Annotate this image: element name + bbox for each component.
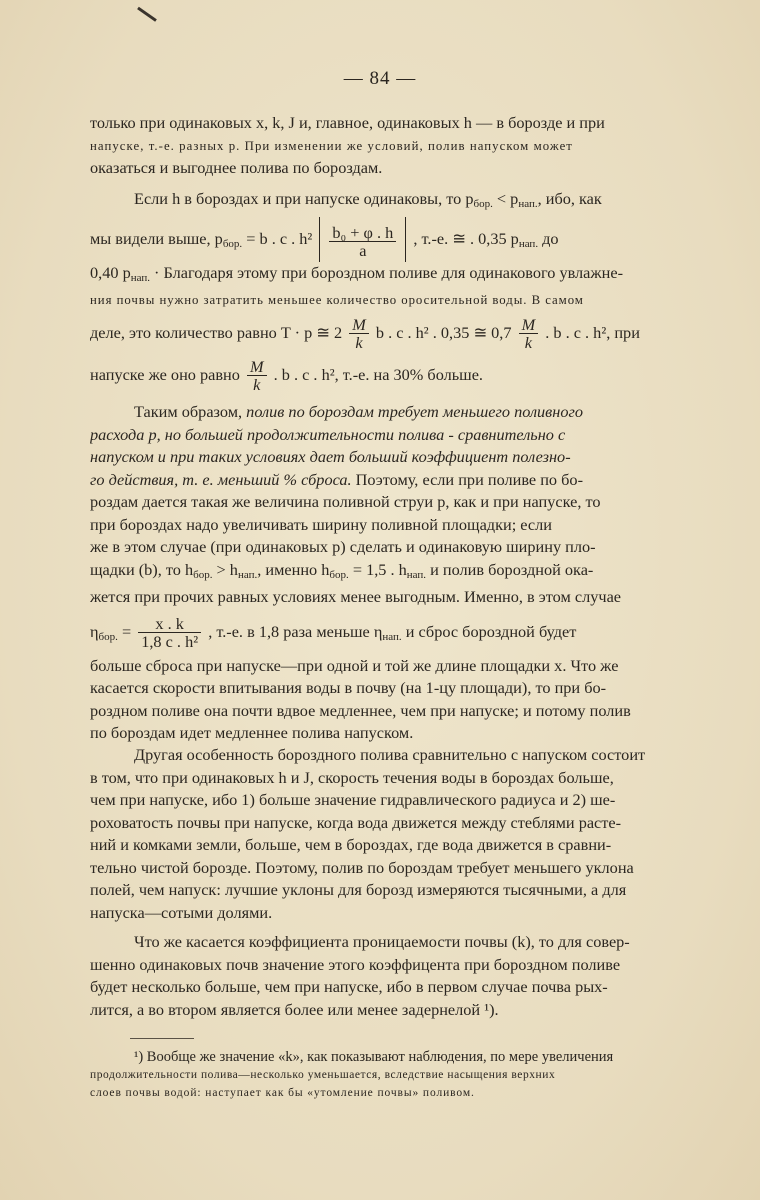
text-line: расхода p, но большей продолжительности полива - сравнительно с (90, 424, 566, 444)
text-line: Другая особенность бороздного полива сравнительно с напуском состоит (134, 745, 646, 764)
text-line: ния почвы нужно затратить меньшее количество оросительной воды. В самом (90, 293, 584, 307)
text-line: по бороздам идет медленнее полива напуском. (90, 723, 414, 742)
text-line: полей, чем напуск: лучшие уклоны для борозд измеряются тысячными, а для (90, 880, 627, 899)
text-line: ний и комками земли, больше, чем в бороздах, где вода движется в сравни- (90, 835, 612, 854)
text-line: напуском и при таких условиях дает больший коэффициент полезно- (90, 447, 571, 466)
footnote-line: слоев почвы водой: наступает как бы «утомление почвы» поливом. (90, 1087, 475, 1099)
paragraph-2 (90, 188, 694, 396)
paragraph-5 (90, 931, 694, 1021)
text-line: будет несколько больше, чем при напуске, ибо в первом случае почва рых- (90, 977, 608, 996)
footnote-line: ¹) Вообще же значение «k», как показывают наблюдения, по мере увеличения (134, 1049, 614, 1065)
formula-line: деле, это количество равно T · p ≅ 2 $\frac{M}{k}$ b . c . h² . 0,35 ≅ 0,7 $\frac{M}{k}$ . b . c . h², при (90, 315, 640, 353)
text-line: жется при прочих равных условиях менее выгодным. Именно, в этом случае (90, 587, 622, 606)
text-line: напуске, т.-е. разных p. При изменении же условий, полив напуском может (90, 138, 573, 153)
text-line: оказаться и выгоднее полива по бороздам. (90, 158, 383, 177)
formula-line: мы видели выше, $p_{бор.} = b$ . c . h² $\frac{\text{b₀ + φ . h}}{a}$ , т.-е. ≅ . 0,35 $p_{нап.}$ до (90, 216, 694, 262)
text-line: го действия, т. е. меньший % сброса. Поэтому, если при поливе по бо- (90, 469, 583, 489)
text-line: при бороздах надо увеличивать ширину поливной площадки; если (90, 514, 552, 534)
fraction: $\frac{M}{k}$ (519, 316, 539, 351)
text-line: тельно чистой борозде. Поэтому, полив по бороздам требует меньшего уклона (90, 857, 634, 877)
text-line: шенно одинаковых почв значение этого коэффицента при бороздном поливе (90, 954, 621, 974)
text-line: лится, а во втором является более или менее задернелой ¹). (90, 999, 499, 1019)
formula-line: $\eta_{бор.}$ = $\frac{x . k}{\text{1,8 c . h²}}$ , т.-е. в 1,8 раза меньше $\eta_{нап.}$ и сброс бороздной будет (90, 614, 577, 652)
text-line: чем при напуске, ибо 1) больше значение гидравлического радиуса и 2) ше- (90, 790, 616, 809)
text-line: роздном поливе она почти вдвое медленнее, чем при напуске; и потому полив (90, 700, 631, 720)
fraction: $\frac{M}{k}$ (349, 316, 369, 351)
text-line: только при одинаковых x, k, J и, главное, одинаковых h — в борозде и при (90, 113, 605, 132)
text-line: роховатость почвы при напуске, когда вода движется между стеблями расте- (90, 812, 622, 832)
text-line: больше сброса при напуске—при одной и той же длине площадки x. Что же (90, 655, 619, 675)
bracket-expression (319, 217, 406, 262)
formula-line: напуске же оно равно $\frac{M}{k}$ . b . c . h², т.-е. на 30% больше. (90, 357, 483, 395)
footnote-separator (130, 1038, 194, 1039)
text-line: Если h в бороздах и при напуске одинаковы, то $p_{бор.} < p_{нап.}$, ибо, как (134, 189, 602, 210)
text-line: в том, что при одинаковых h и J, скорость течения воды в бороздах больше, (90, 767, 614, 787)
text-line: Таким образом, полив по бороздам требует меньшего поливного (134, 402, 583, 421)
text-line: роздам дается такая же величина поливной струи p, как и при напуске, то (90, 492, 601, 511)
text-line: напуска—сотыми долями. (90, 902, 273, 922)
paragraph-3 (90, 401, 694, 745)
footnote (90, 1048, 694, 1102)
fraction: $\frac{\text{b₀ + φ . h}}{a}$ (329, 224, 396, 259)
text-line: же в этом случае (при одинаковых p) сделать и одинаковую ширину пло- (90, 537, 596, 556)
text-line: щадки (b), то $h_{бор.} > h_{нап.}$, именно $h_{бор.} = 1,5$ . $h_{нап.}$ и полив бороздной ока- (90, 559, 594, 581)
page-number: — 84 — (343, 68, 417, 89)
text-line: 0,40 $p_{нап.}$ · Благодаря этому при бороздном поливе для одинакового увлажне- (90, 262, 624, 284)
footnote-line: продолжительности полива—несколько уменьшается, вследствие насыщения верхних (90, 1069, 556, 1081)
paragraph-1 (90, 112, 694, 180)
fraction: $\frac{M}{k}$ (247, 358, 267, 393)
fraction: $\frac{x . k}{\text{1,8 c . h²}}$ (138, 615, 201, 650)
text-line: касается скорости впитывания воды в почву (на 1-цу площади), то при бо- (90, 678, 607, 697)
text-line: Что же касается коэффициента проницаемости почвы (k), то для совер- (134, 932, 630, 951)
page-edge-mark (137, 0, 165, 22)
paragraph-4 (90, 744, 694, 924)
